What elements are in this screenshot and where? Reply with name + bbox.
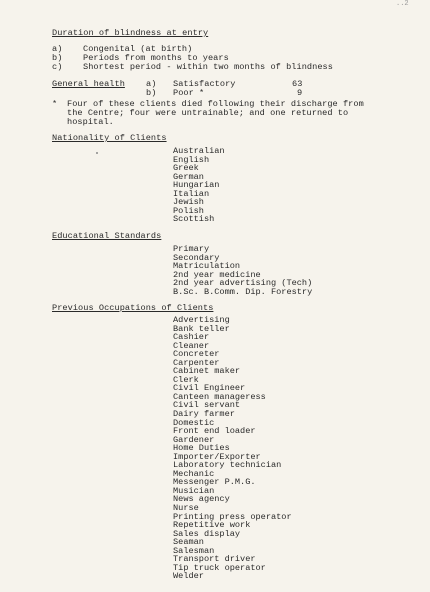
list-item: Messenger P.M.G.: [173, 477, 256, 488]
list-item: Nurse: [173, 503, 199, 514]
nationality-list: [173, 147, 225, 224]
list-item: Transport driver: [173, 554, 256, 565]
list-item: Cabinet maker: [173, 366, 241, 377]
health-item-b-label: b): [146, 88, 157, 98]
duration-item-b-text: Periods from months to years: [83, 53, 229, 63]
list-item: Concreter: [173, 349, 220, 360]
duration-heading: Duration of blindness at entry: [52, 28, 209, 38]
duration-item-a-label: a): [52, 44, 63, 54]
list-item: 2nd year advertising (Tech): [173, 278, 313, 289]
footnote-line-2: the Centre; four were untrainable; and one returned to: [67, 108, 349, 118]
list-item: Cashier: [173, 332, 210, 343]
list-item: Sales display: [173, 528, 241, 539]
list-item: German: [173, 171, 204, 182]
list-item: Welder: [173, 571, 204, 582]
list-item: English: [173, 154, 210, 165]
duration-item-a-text: Congenital (at birth): [83, 44, 193, 54]
nationality-heading: Nationality of Clients: [52, 133, 167, 143]
list-item: Laboratory technician: [173, 460, 282, 471]
list-item: Mechanic: [173, 468, 215, 479]
duration-item-b-label: b): [52, 53, 63, 63]
list-item: Australian: [173, 146, 225, 156]
list-item: Jewish: [173, 197, 204, 208]
list-item: Front end loader: [173, 426, 256, 437]
list-item: Seaman: [173, 537, 204, 548]
health-heading: General health: [52, 79, 125, 89]
list-item: Civil servant: [173, 400, 241, 411]
list-item: B.Sc. B.Comm. Dip. Forestry: [173, 286, 313, 297]
list-item: Polish: [173, 205, 204, 216]
list-item: Gardener: [173, 434, 215, 445]
list-item: Carpenter: [173, 357, 220, 368]
list-item: Dairy farmer: [173, 409, 235, 420]
education-heading: Educational Standards: [52, 231, 162, 241]
list-item: Italian: [173, 188, 210, 199]
list-item: Home Duties: [173, 443, 230, 454]
list-item: Salesman: [173, 545, 215, 556]
health-item-b-text: Poor *: [173, 88, 205, 98]
list-item: Canteen manageress: [173, 391, 266, 402]
list-item: Matriculation: [173, 261, 241, 272]
list-item: Primary: [173, 244, 210, 254]
duration-item-c-text: Shortest period - within two months of blindness: [83, 62, 333, 72]
occupations-list: [173, 316, 292, 581]
health-item-b-count: 9: [297, 88, 303, 98]
paper-speck: [96, 152, 98, 154]
list-item: Clerk: [173, 374, 199, 385]
health-item-a-text: Satisfactory: [173, 79, 236, 89]
list-item: 2nd year medicine: [173, 269, 261, 280]
list-item: Advertising: [173, 315, 230, 325]
list-item: Cleaner: [173, 340, 210, 351]
list-item: Greek: [173, 163, 199, 174]
list-item: Repetitive work: [173, 520, 251, 531]
footnote-line-1: Four of these clients died following their discharge from: [67, 99, 364, 109]
list-item: Civil Engineer: [173, 383, 246, 394]
list-item: Bank teller: [173, 323, 230, 334]
list-item: Musician: [173, 485, 215, 496]
list-item: News agency: [173, 494, 230, 505]
footnote-star: *: [52, 99, 58, 109]
list-item: Secondary: [173, 252, 220, 263]
list-item: Printing press operator: [173, 511, 292, 522]
list-item: Hungarian: [173, 180, 220, 191]
footnote-line-3: hospital.: [67, 117, 114, 127]
list-item: Tip truck operator: [173, 562, 266, 573]
list-item: Domestic: [173, 417, 215, 428]
duration-item-c-label: c): [52, 62, 63, 72]
list-item: Importer/Exporter: [173, 451, 261, 462]
education-list: [173, 245, 312, 296]
occupations-heading: Previous Occupations of Clients: [52, 303, 214, 313]
health-item-a-count: 63: [292, 79, 303, 89]
list-item: Scottish: [173, 214, 215, 225]
page-corner-mark: ..2: [396, 0, 409, 8]
health-item-a-label: a): [146, 79, 157, 89]
